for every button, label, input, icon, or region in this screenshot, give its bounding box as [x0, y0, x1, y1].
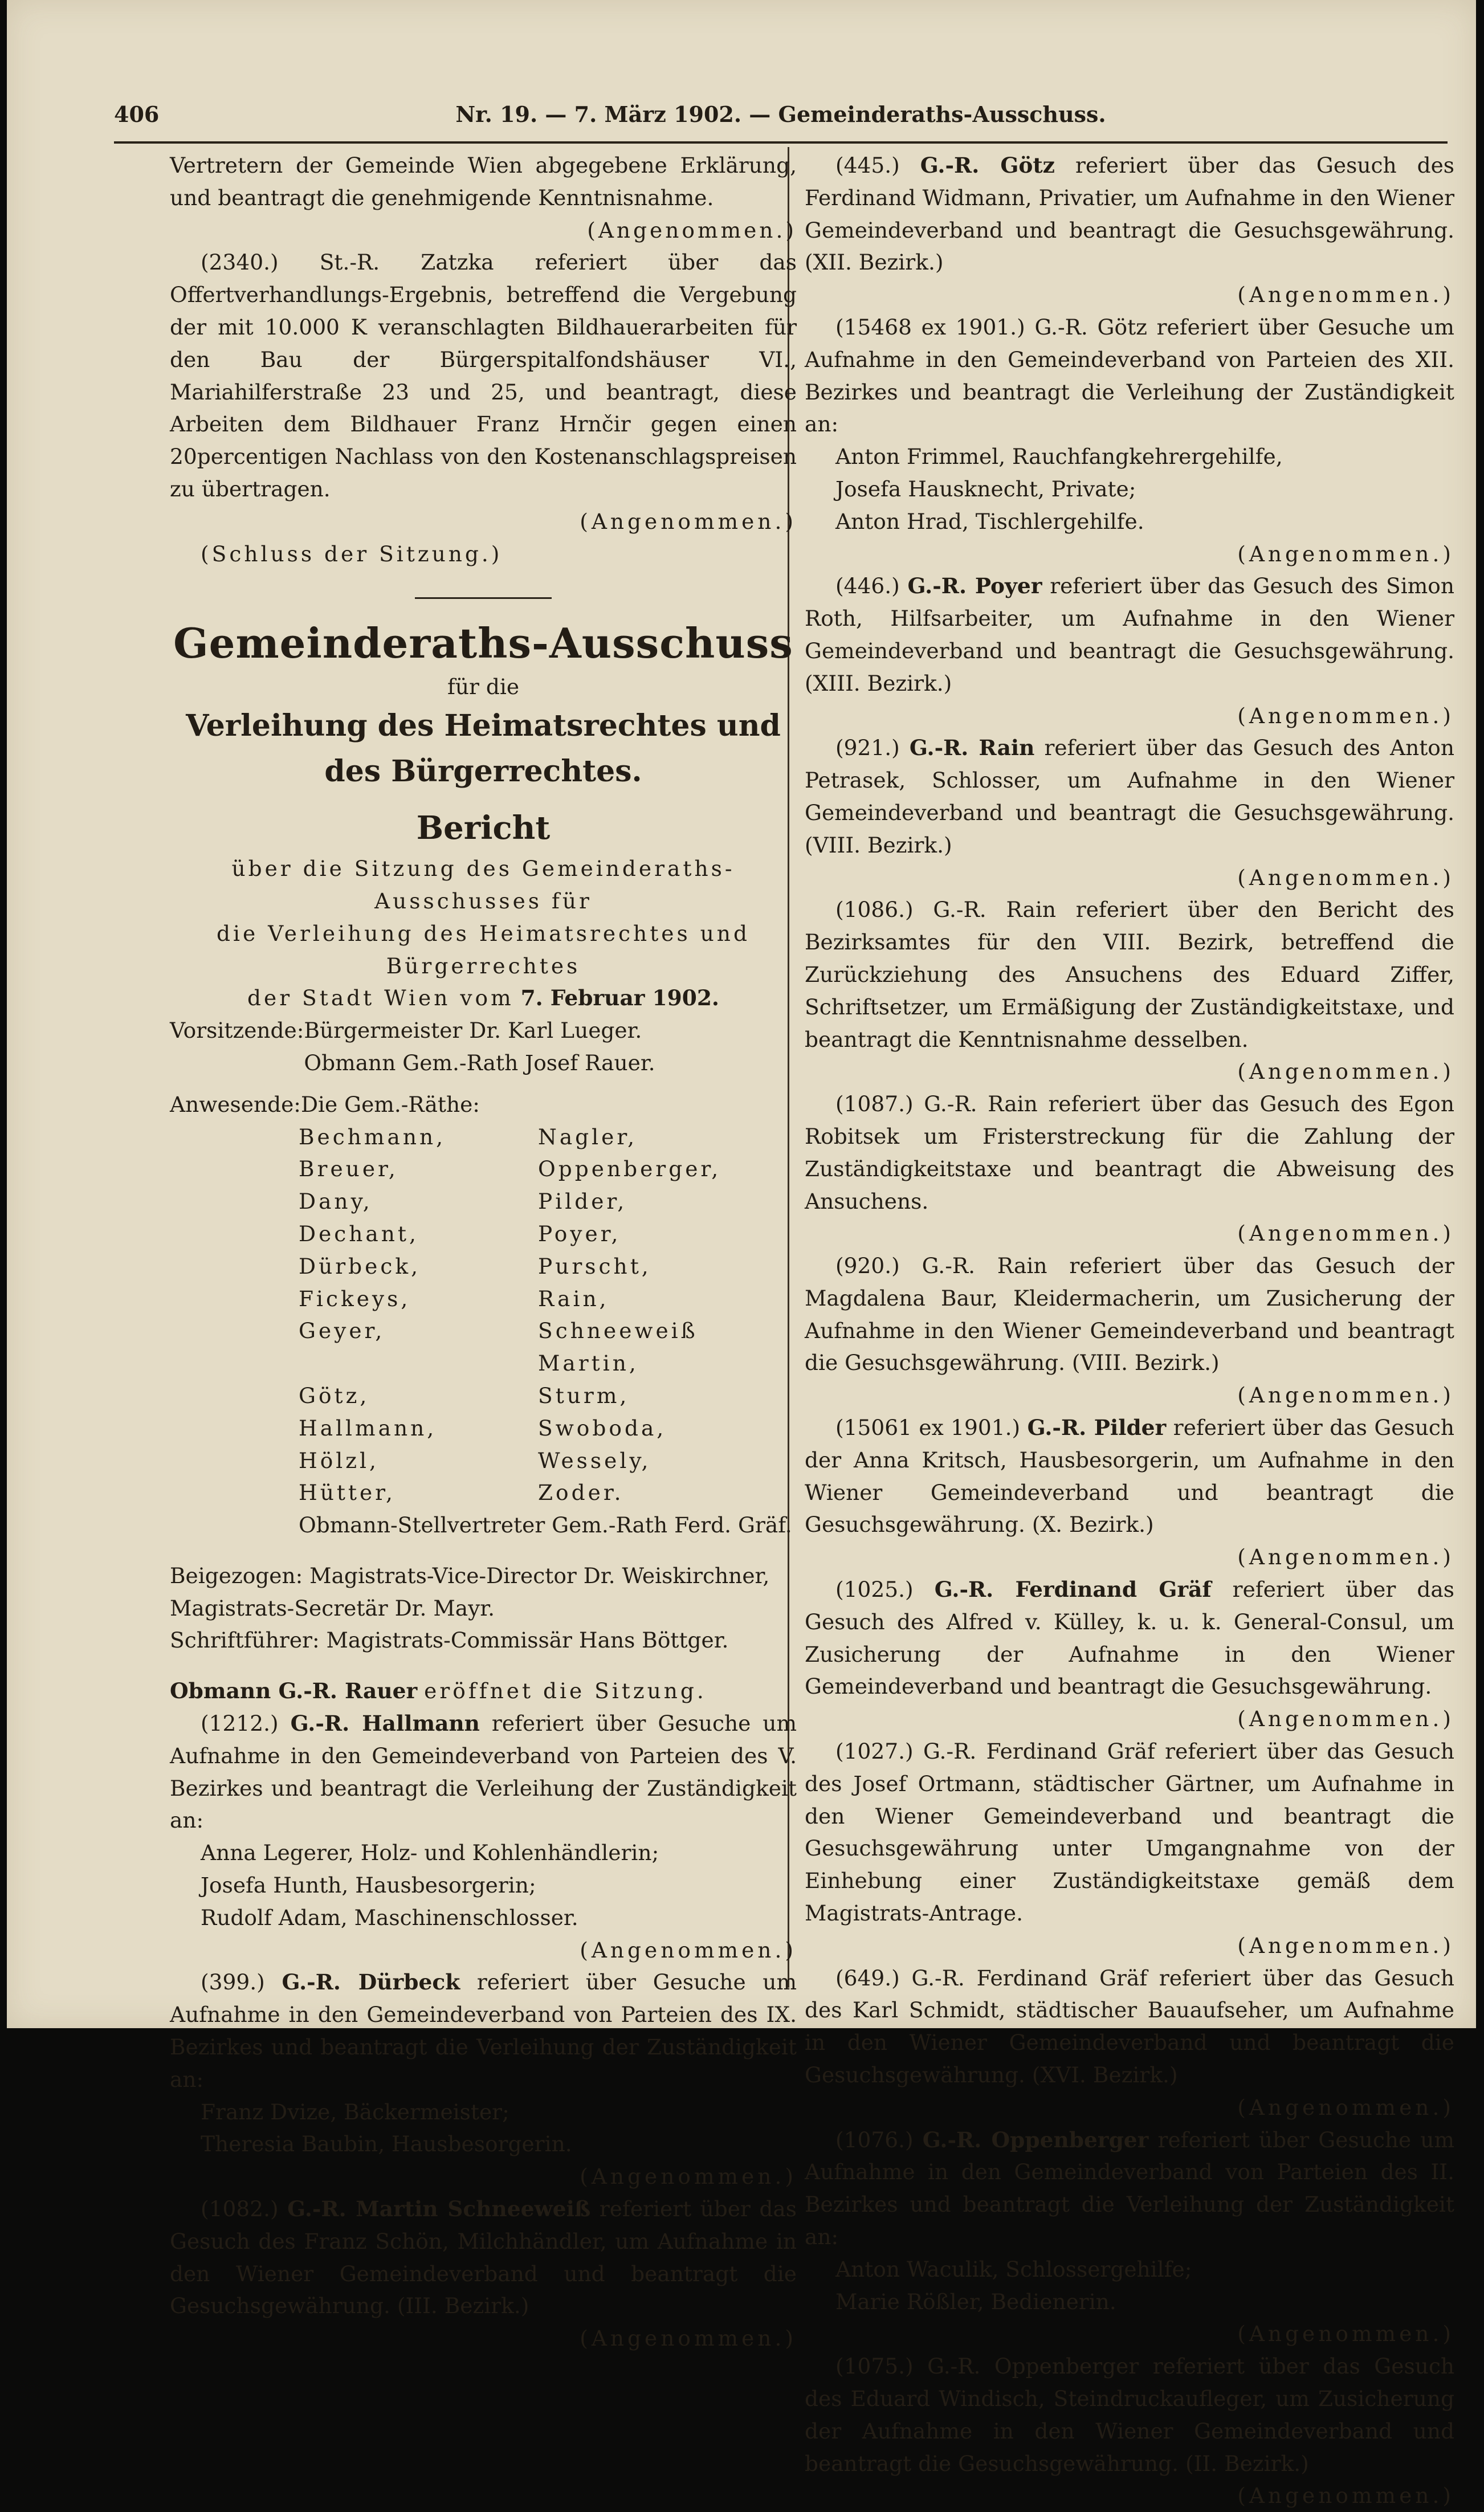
member-name: Hölzl,: [299, 1447, 379, 1473]
page-header: [114, 96, 1448, 136]
member-name: Oppenberger,: [538, 1156, 721, 1182]
list-item: Franz Dvize, Bäckermeister;: [201, 2099, 509, 2124]
member-name: Fickeys,: [299, 1286, 411, 1311]
member-name: Wessely,: [538, 1447, 651, 1473]
paragraph: (1027.) G.-R. Ferdinand Gräf referiert über das Gesuch des Josef Ortmann, städtischer Gärtner, um Aufnahme in den Wiener Gemeindeverband und beantragt die Gesuchsgewährung unter Umgangnahme von der Einhebung einer Zuständigkeitstaxe gemäß dem Magistrats-Antrage.: [805, 1739, 1454, 1926]
accepted-note: (Angenommen.): [1237, 282, 1454, 308]
paragraph: (1086.) G.-R. Rain referiert über den Bericht des Bezirksamtes für den VIII. Bezirk, betreffend die Zurückziehung des Ansuchens des Eduard Ziffer, Schriftsetzer, um Ermäßigung der Zuständigkeitstaxe, und beantragt die Kenntnisnahme desselben.: [805, 897, 1454, 1052]
member-name: Schneeweiß Martin,: [538, 1318, 698, 1376]
accepted-note: (Angenommen.): [1237, 2321, 1454, 2347]
name-list: [170, 1837, 797, 1934]
members-list: [170, 1121, 797, 1510]
report-intro: die Verleihung des Heimatsrechtes und Bürgerrechtes: [217, 920, 750, 978]
member-name: Geyer,: [299, 1318, 385, 1344]
chair-name: Bürgermeister Dr. Karl Lueger.: [304, 1018, 642, 1043]
opening: Obmann G.-R. Rauer eröffnet die Sitzung.: [170, 1678, 707, 1704]
paragraph: (1082.) G.-R. Martin Schneeweiß referiert über das Gesuch des Franz Schön, Milchhändler, um Aufnahme in den Wiener Gemeindeverband und beantragt die Gesuchsgewährung. (III. Bezirk.): [170, 2196, 797, 2319]
label: Die Gem.-Räthe:: [300, 1091, 480, 1117]
accepted-note: (Angenommen.): [1237, 1221, 1454, 1246]
accepted-note: (Angenommen.): [1237, 1544, 1454, 1570]
label: Vorsitzende:: [170, 1018, 304, 1043]
name-list: [805, 2253, 1454, 2318]
section-subheading: Verleihung des Heimatsrechtes und des Bürgerrechtes.: [186, 708, 781, 789]
member-name: Götz,: [299, 1383, 370, 1408]
page-number: 406: [114, 101, 160, 127]
accepted-note: (Angenommen.): [1237, 2094, 1454, 2120]
paragraph: (649.) G.-R. Ferdinand Gräf referiert über das Gesuch des Karl Schmidt, städtischer Bauaufseher, um Aufnahme in den Wiener Gemeindeverband und beantragt die Gesuchsgewährung. (XVI. Bezirk.): [805, 1965, 1454, 2088]
paragraph: (1075.) G.-R. Oppenberger referiert über das Gesuch des Eduard Windisch, Steindruckauflеger, um Zusicherung der Aufnahme in den Wiener Gemeindeverband und beantragt die Gesuchsgewährung. (II. Bezirk.): [805, 2354, 1454, 2476]
chair-name: Obmann Gem.-Rath Josef Rauer.: [304, 1050, 655, 1075]
chair-block: [170, 1014, 655, 1079]
session-end: (Schluss der Sitzung.): [201, 541, 503, 566]
list-item: Josefa Hunth, Hausbesorgerin;: [201, 1873, 536, 1898]
present-block: [170, 1088, 480, 1121]
header-rule: [114, 141, 1448, 144]
member-name: Swoboda,: [538, 1415, 667, 1441]
left-column: [170, 149, 797, 2355]
paragraph: (1025.) G.-R. Ferdinand Gräf referiert über das Gesuch des Alfred v. Külley, k. u. k. General-Consul, um Zusicherung der Aufnahme in den Wiener Gemeindeverband und beantragt die Gesuchsgewährung.: [805, 1577, 1454, 1699]
deputy-chair: Obmann-Stellvertreter Gem.-Rath Ferd. Gräf.: [299, 1512, 792, 1538]
list-item: Anton Hrad, Tischlergehilfe.: [835, 508, 1144, 534]
attendees: Magistrats-Secretär Dr. Mayr.: [170, 1595, 495, 1621]
member-name: Hütter,: [299, 1480, 396, 1506]
list-item: Josefa Hausknecht, Private;: [835, 476, 1136, 501]
accepted-note: (Angenommen.): [1237, 2483, 1454, 2509]
accepted-note: (Angenommen.): [580, 508, 797, 534]
label: Anwesende:: [170, 1091, 301, 1117]
list-item: Rudolf Adam, Maschinenschlosser.: [201, 1905, 578, 1930]
accepted-note: (Angenommen.): [1237, 1059, 1454, 1084]
report-heading: Bericht: [416, 809, 551, 847]
paragraph: (446.) G.-R. Poyer referiert über das Gesuch des Simon Roth, Hilfsarbeiter, um Aufnahme in den Wiener Gemeindeverband und beantragt die Gesuchsgewährung. (XIII. Bezirk.): [805, 573, 1455, 696]
accepted-note: (Angenommen.): [1237, 703, 1454, 728]
list-item: Anton Frimmel, Rauchfangkehrergehilfe,: [835, 444, 1283, 470]
paragraph: (921.) G.-R. Rain referiert über das Gesuch des Anton Petrasek, Schlosser, um Aufnahme in den Wiener Gemeindeverband und beantragt die Gesuchsgewährung. (VIII. Bezirk.): [805, 735, 1455, 858]
accepted-note: (Angenommen.): [580, 2164, 797, 2189]
paragraph: (399.) G.-R. Dürbeck referiert über Gesuche um Aufnahme in den Gemeindeverband von Parteien des IX. Bezirkes und beantragt die Verleihung der Zuständigkeit an:: [170, 1969, 797, 2092]
report-intro: der Stadt Wien vom 7. Februar 1902.: [247, 985, 719, 1011]
member-name: Nagler,: [538, 1124, 638, 1149]
paragraph: (1076.) G.-R. Oppenberger referiert über Gesuche um Aufnahme in den Gemeindeverband von Parteien des II. Bezirkes und beantragt die Verleihung der Zuständigkeit an:: [805, 2127, 1454, 2249]
attendees: Beigezogen: Magistrats-Vice-Director Dr. Weiskirchner,: [170, 1563, 770, 1588]
member-name: Breuer,: [299, 1156, 398, 1182]
member-name: Bechmann,: [299, 1124, 446, 1149]
list-item: Theresia Baubin, Hausbesorgerin.: [201, 2131, 572, 2157]
paragraph: (1087.) G.-R. Rain referiert über das Gesuch des Egon Robitsek um Fristerstreckung für die Zahlung der Zuständigkeitstaxe und beantragt die Abweisung des Ansuchens.: [805, 1091, 1454, 1214]
paragraph: (1212.) G.-R. Hallmann referiert über Gesuche um Aufnahme in den Gemeindeverband von Parteien des V. Bezirkes und beantragt die Verleihung der Zuständigkeit an:: [170, 1711, 797, 1833]
accepted-note: (Angenommen.): [580, 2326, 797, 2351]
accepted-note: (Angenommen.): [1237, 1932, 1454, 1958]
accepted-note: (Angenommen.): [580, 1937, 797, 1963]
accepted-note: (Angenommen.): [1237, 1383, 1454, 1408]
list-item: Anton Waculik, Schlossergehilfe;: [835, 2256, 1192, 2282]
heading-connector: für die: [447, 674, 520, 700]
member-name: Poyer,: [538, 1221, 621, 1246]
accepted-note: (Angenommen.): [1237, 541, 1454, 566]
accepted-note: (Angenommen.): [587, 217, 797, 243]
paragraph: (445.) G.-R. Götz referiert über das Gesuch des Ferdinand Widmann, Privatier, um Aufnahme in den Wiener Gemeindeverband und beantragt die Gesuchsgewährung. (XII. Bezirk.): [805, 153, 1455, 275]
member-name: Rain,: [538, 1286, 609, 1311]
recorder: Schriftführer: Magistrats-Commissär Hans Böttger.: [170, 1628, 729, 1653]
section-separator: [415, 597, 552, 599]
section-heading: Gemeinderaths-Ausschuss: [173, 619, 793, 668]
paragraph: (920.) G.-R. Rain referiert über das Gesuch der Magdalena Baur, Kleidermacherin, um Zusicherung der Aufnahme in den Wiener Gemeindeverband und beantragt die Gesuchsgewährung. (VIII. Bezirk.): [805, 1253, 1454, 1376]
member-name: Hallmann,: [299, 1415, 437, 1441]
report-intro: über die Sitzung des Gemeinderaths-Ausschusses für: [231, 856, 735, 914]
accepted-note: (Angenommen.): [1237, 1706, 1454, 1732]
name-list: [170, 2096, 797, 2161]
paragraph: (15468 ex 1901.) G.-R. Götz referiert über Gesuche um Aufnahme in den Gemeindeverband von Parteien des XII. Bezirkes und beantragt die Verleihung der Zuständigkeit an:: [805, 314, 1454, 437]
member-name: Sturm,: [538, 1383, 630, 1408]
member-name: Zoder.: [538, 1480, 624, 1506]
list-item: Anna Legerer, Holz- und Kohlenhändlerin;: [201, 1840, 659, 1866]
member-name: Dürbeck,: [299, 1253, 421, 1279]
paragraph: (2340.) St.-R. Zatzka referiert über das Offertverhandlungs-Ergebnis, betreffend die Vergebung der mit 10.000 K veranschlagten Bildhauerarbeiten für den Bau der Bürgerspitalfondshäuser VI., Mariahilferstraße 23 und 25, und beantragt, diese Arbeiten dem Bildhauer Franz Hrnčir gegen einen 20percentigen Nachlass von den Kostenanschlagspreisen zu übertragen.: [170, 250, 797, 501]
member-name: Dany,: [299, 1189, 373, 1214]
paragraph: Vertretern der Gemeinde Wien abgegebene Erklärung, und beantragt die genehmigende Kenntnisnahme. (Angenommen.): [170, 149, 797, 214]
member-name: Pilder,: [538, 1189, 627, 1214]
right-column: [805, 149, 1454, 2512]
newspaper-page: [7, 0, 1476, 2509]
list-item: Marie Rößler, Bedienerin.: [835, 2289, 1116, 2314]
running-title: Nr. 19. — 7. März 1902. — Gemeinderaths-Ausschuss.: [455, 101, 1106, 127]
name-list: [805, 441, 1454, 537]
paragraph: (15061 ex 1901.) G.-R. Pilder referiert über das Gesuch der Anna Kritsch, Hausbesorgerin, um Aufnahme in den Wiener Gemeindeverband und beantragt die Gesuchsgewährung. (X. Bezirk.): [805, 1415, 1455, 1538]
member-name: Dechant,: [299, 1221, 419, 1246]
accepted-note: (Angenommen.): [1237, 864, 1454, 890]
member-name: Purscht,: [538, 1253, 651, 1279]
